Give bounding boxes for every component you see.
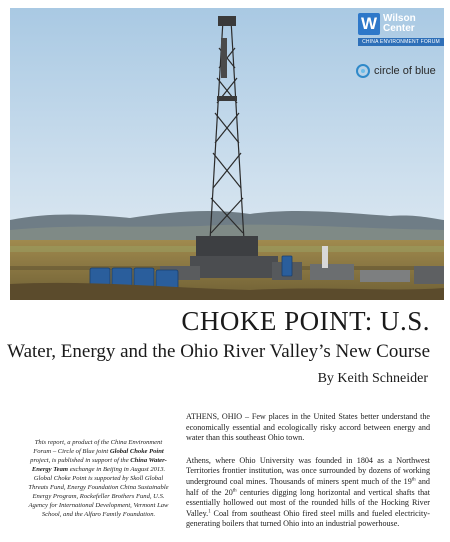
- body-paragraph-2-c: centuries digging long horizontal and vertical shafts that essentially hollowed out most of the rounded hills of the Hocking River Valley.: [186, 487, 430, 518]
- sidebar-text-2: project, is published in support of the: [30, 457, 131, 464]
- superscript-th-2: th: [232, 487, 237, 493]
- article-body: [186, 412, 430, 542]
- author-byline: By Keith Schneider: [317, 371, 428, 386]
- sidebar-text-1: This report, a product of the China Environment Forum – Circle of Blue joint: [33, 439, 163, 455]
- wilson-center-mark: W: [358, 13, 380, 35]
- report-subtitle: Water, Energy and the Ohio River Valley’s New Course: [7, 341, 430, 362]
- partner-logos: [356, 10, 446, 85]
- report-sidebar-note: [26, 438, 171, 519]
- sidebar-text-3: exchange in Beijing in August 2013. Global Choke Point is supported by Skoll Global Threats Fund, Energy Foundation China Sustainable Energy Program, Rockefeller Brothers Fund, U.S. Agency for International Development, Vermont Law School, and the Alfaro Family Foundation.: [28, 466, 169, 518]
- body-paragraph-2: [186, 456, 430, 530]
- wilson-center-wordmark: [383, 14, 416, 34]
- body-paragraph-2-b: and half of the 20: [186, 476, 430, 497]
- circle-of-blue-wordmark: circle of blue: [374, 65, 436, 77]
- sidebar-exchange-name: China Water-Energy Team: [31, 457, 167, 473]
- body-paragraph-1: ATHENS, OHIO – Few places in the United States better understand the economically essential and ecologically risky accord between energy and water than this southeast Ohio town.: [186, 412, 430, 443]
- report-title: CHOKE POINT: U.S.: [181, 306, 430, 336]
- wilson-center-line1: Wilson: [383, 13, 416, 24]
- body-paragraph-2-d: Coal from southeast Ohio fired steel mills and fueled electricity-generating boilers that turned Ohio into an industrial powerhouse.: [186, 508, 430, 529]
- footnote-ref-1: 1: [208, 509, 211, 515]
- body-paragraph-2-a: Athens, where Ohio University was founded in 1804 as a Northwest Territories frontier institution, was once surrounded by dozens of working underground coal mines. Thousands of miners spent much of the 19: [186, 455, 430, 486]
- circle-of-blue-logo: [356, 64, 436, 78]
- wilson-center-line2: Center: [383, 23, 415, 34]
- china-environment-forum-bar: CHINA ENVIRONMENT FORUM: [358, 38, 444, 46]
- wilson-center-logo: [358, 13, 416, 35]
- sidebar-project-name: Global Choke Point: [109, 448, 164, 455]
- circle-of-blue-icon: [356, 64, 370, 78]
- superscript-th-1: th: [411, 477, 416, 483]
